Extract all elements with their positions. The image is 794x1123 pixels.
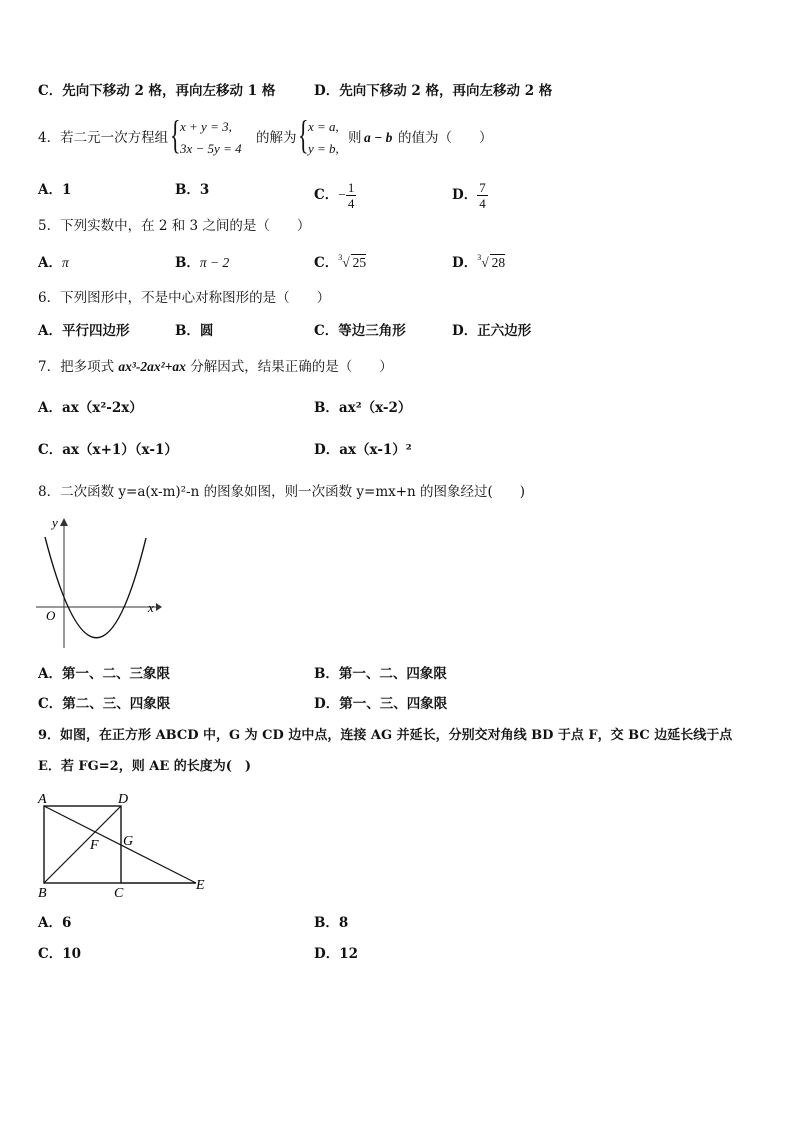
q9-option-a: A．6 <box>38 915 72 931</box>
q5-option-c-prefix: C． <box>314 255 339 271</box>
q3-option-d: D．先向下移动 2 格，再向左移动 2 格 <box>314 83 553 99</box>
q9-label-f: F <box>90 838 99 853</box>
q4-stem-start: 4．若二元一次方程组 <box>38 130 169 146</box>
q4-solution-2: y = b, <box>308 141 339 156</box>
q4-solution-brace: { <box>298 112 309 157</box>
q4-option-c-numerator: 1 <box>347 180 355 195</box>
q9-label-a: A <box>38 792 47 807</box>
q4-option-c-fraction <box>346 180 357 211</box>
q4-option-b: B．3 <box>175 182 210 198</box>
q5-option-c-cube-root: $^3$√ 25 <box>338 253 367 270</box>
q4-stem-then: 则 <box>348 130 362 146</box>
q4-system-brace: { <box>170 112 181 157</box>
q4-option-d-fraction <box>477 180 488 211</box>
q4-stem-end: 的值为（ ） <box>398 130 493 146</box>
q3-option-c: C．先向下移动 2 格，再向左移动 1 格 <box>38 83 276 99</box>
q4-equation-2: 3x − 5y = 4 <box>180 141 242 156</box>
q5-option-d-root-index: 3 <box>477 253 482 262</box>
q9-option-b: B．8 <box>314 915 349 931</box>
q5-option-d-radicand: 28 <box>491 255 506 270</box>
q8-stem: 8．二次函数 y=a(x-m)²-n 的图象如图，则一次函数 y=mx+n 的图象经过( ) <box>38 484 526 500</box>
q8-option-c: C．第二、三、四象限 <box>38 696 171 712</box>
q7-option-a: A．ax（x²-2x） <box>38 400 143 416</box>
q5-option-d-prefix: D． <box>452 255 478 271</box>
q8-option-b: B．第一、二、四象限 <box>314 666 447 682</box>
q5-option-a-value: π <box>61 255 69 270</box>
q7-option-b: B．ax²（x-2） <box>314 400 412 416</box>
q8-parabola-figure <box>34 512 164 650</box>
q5-option-a-prefix: A． <box>38 255 62 271</box>
q9-square-figure <box>34 788 214 900</box>
q4-option-c <box>314 180 356 211</box>
q4-equation-1: x + y = 3, <box>180 119 232 134</box>
q9-line-ae <box>44 806 196 883</box>
q9-option-d: D．12 <box>314 946 358 962</box>
q6-option-c: C．等边三角形 <box>314 323 406 339</box>
q4-option-c-sign: − <box>338 187 346 202</box>
q5-option-b-prefix: B． <box>175 255 200 271</box>
q9-label-e: E <box>196 878 205 893</box>
q4-option-d-prefix: D． <box>452 187 478 203</box>
q6-option-a: A．平行四边形 <box>38 323 130 339</box>
q4-option-d-denominator: 4 <box>479 196 486 211</box>
q8-parabola-curve <box>45 537 146 638</box>
q5-option-b-value: π − 2 <box>199 255 230 270</box>
q5-option-c-radicand: 25 <box>352 255 367 270</box>
q4-option-d <box>452 180 488 211</box>
q4-option-a: A．1 <box>38 182 72 198</box>
q9-label-d: D <box>118 792 129 807</box>
q9-stem-line-2: E．若 FG=2，则 AE 的长度为( ) <box>38 759 252 774</box>
q9-label-c: C <box>114 886 124 900</box>
q8-option-a: A．第一、二、三象限 <box>38 666 170 682</box>
q5-option-c-root-index: 3 <box>338 253 343 262</box>
q8-y-axis-arrow <box>60 518 68 526</box>
q7-polynomial: ax³-2ax²+ax <box>118 359 186 374</box>
q7-stem-start: 7．把多项式 <box>38 359 119 375</box>
q5-option-d-cube-root: $^3$√ 28 <box>477 253 506 270</box>
q7-option-c: C．ax（x+1）（x-1） <box>38 442 178 458</box>
q9-label-g: G <box>123 834 134 849</box>
q6-option-b: B．圆 <box>175 323 214 339</box>
q4-option-c-denominator: 4 <box>347 196 355 211</box>
q8-x-axis-arrow <box>156 603 162 611</box>
q5-option-b <box>175 253 229 273</box>
q7-stem-end: 分解因式，结果正确的是（ ） <box>185 359 393 375</box>
q4-option-c-prefix: C． <box>314 187 339 203</box>
q9-diagonal-bd <box>44 806 121 883</box>
q6-option-d: D．正六边形 <box>452 323 532 339</box>
q9-label-b: B <box>38 886 47 900</box>
q7-stem <box>38 357 393 377</box>
q4-option-d-numerator: 7 <box>479 180 486 195</box>
q6-stem: 6．下列图形中，不是中心对称图形的是（ ） <box>38 290 331 306</box>
q9-stem-line-1: 9．如图，在正方形 ABCD 中，G 为 CD 边中点，连接 AG 并延长，分别交对角线 BD 于点 F，交 BC 边延长线于点 <box>38 728 733 743</box>
q8-origin-label: O <box>46 608 56 623</box>
q5-stem: 5．下列实数中，在 2 和 3 之间的是（ ） <box>38 218 311 234</box>
q8-option-d: D．第一、三、四象限 <box>314 696 448 712</box>
q4-solution-1: x = a, <box>308 119 339 134</box>
q5-option-c <box>314 253 366 275</box>
q5-option-d <box>452 253 505 275</box>
q8-x-label: x <box>148 600 154 615</box>
q9-option-c: C．10 <box>38 946 82 962</box>
q4-stem-middle: 的解为 <box>256 130 297 146</box>
q8-y-label: y <box>52 515 58 530</box>
q7-option-d: D．ax（x-1）² <box>314 442 412 458</box>
q4-expression: a − b <box>364 130 393 145</box>
q5-option-a <box>38 253 69 273</box>
